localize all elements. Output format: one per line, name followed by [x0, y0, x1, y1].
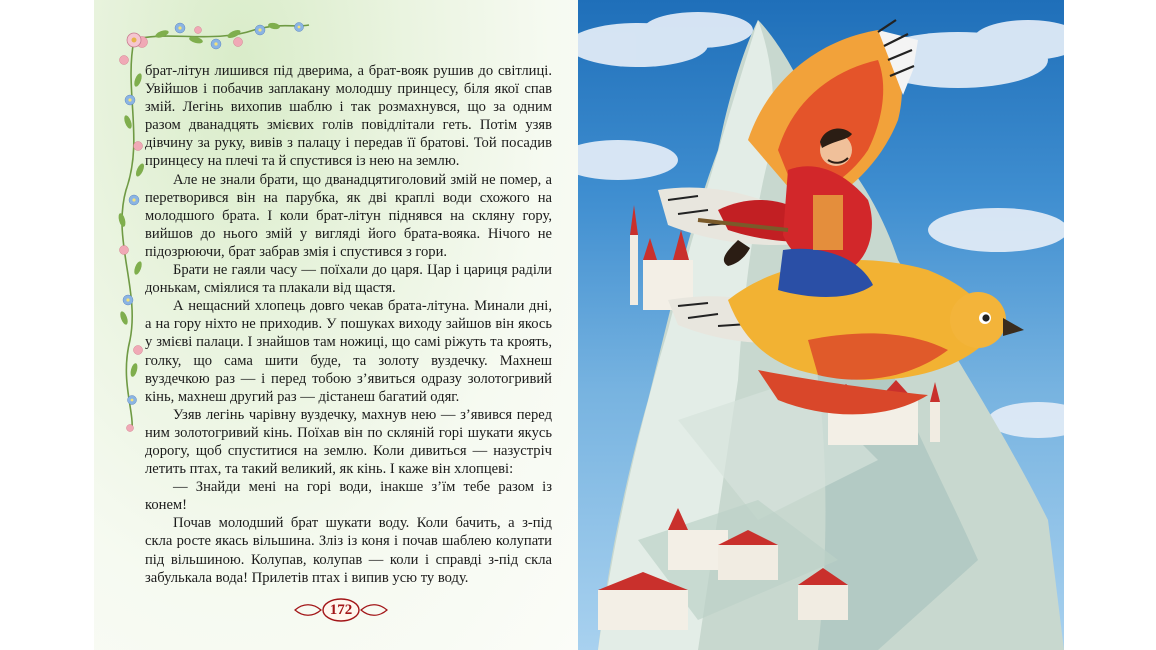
page-number: 172: [329, 602, 353, 618]
paragraph: А нещасний хлопець довго чекав брата-літуна. Минали дні, а на гору ніхто не приходив. У пошуках виходу зайшов він якось у змієві палаци. І знайшов там ножиці, що самі ріжуть та кроять, голку, що сама шити буде, та золоту вуздечку. Махнеш вуздечкою раз — і перед тобою з’явиться одразу золотогривий кінь, махнеш другий раз — дістанеш багатий одяг.: [145, 298, 552, 405]
firebird-body: [728, 260, 1024, 414]
paragraph: Але не знали брати, що дванадцятиголовий змій не помер, а перетворився він на парубка, як дві краплі води схожого на молодшого брата. І коли брат-літун піднявся на скляну гору, вийшов до нього змій у вигляді його брата-вояка. Нічого не підозрюючи, брат забрав змія і спустився з гори.: [145, 171, 552, 260]
page-number-ornament: [293, 597, 389, 623]
left-page: [94, 0, 578, 650]
paragraph: Брати не гаяли часу — поїхали до царя. Цар і цариця раділи донькам, сміялися та плакали від щастя.: [145, 262, 552, 297]
paragraph: брат-літун лишився під дверима, а брат-вояк рушив до світлиці. Увійшов і побачив заплакану молодшу принцесу, біля якої спав змій. Легінь вихопив шаблю і так розмахнувся, що за одним разом дванадцять змієвих голів повідлітали геть. Потім узяв дівчину за руку, вивів з палацу і передав її братові. Той посадив принцесу на плечі та й спустився із нею на землю.: [145, 63, 552, 170]
paragraph: — Знайди мені на горі води, інакше з’їм тебе разом із конем!: [145, 479, 552, 514]
paragraph: Почав молодший брат шукати воду. Коли бачить, а з-під скла росте якась вільшина. Зліз із коня і почав шаблею колупати під вільшиною. Колупав, колупав — коли і справді з-під скла забулькала вода! Прилетів птах і випив усю ту воду.: [145, 515, 552, 586]
illustration-hero-on-firebird: [578, 0, 1064, 650]
story-text: [145, 62, 552, 587]
illustration-page: [578, 0, 1064, 650]
paragraph: Узяв легінь чарівну вуздечку, махнув нею — з’явився перед ним золотогривий кінь. Поїхав він по скляній горі шукати якусь дорогу, щоб спуститися на землю. Коли дивиться — назустріч летить птах, та такий великий, як кінь. І каже він хлопцеві:: [145, 406, 552, 478]
